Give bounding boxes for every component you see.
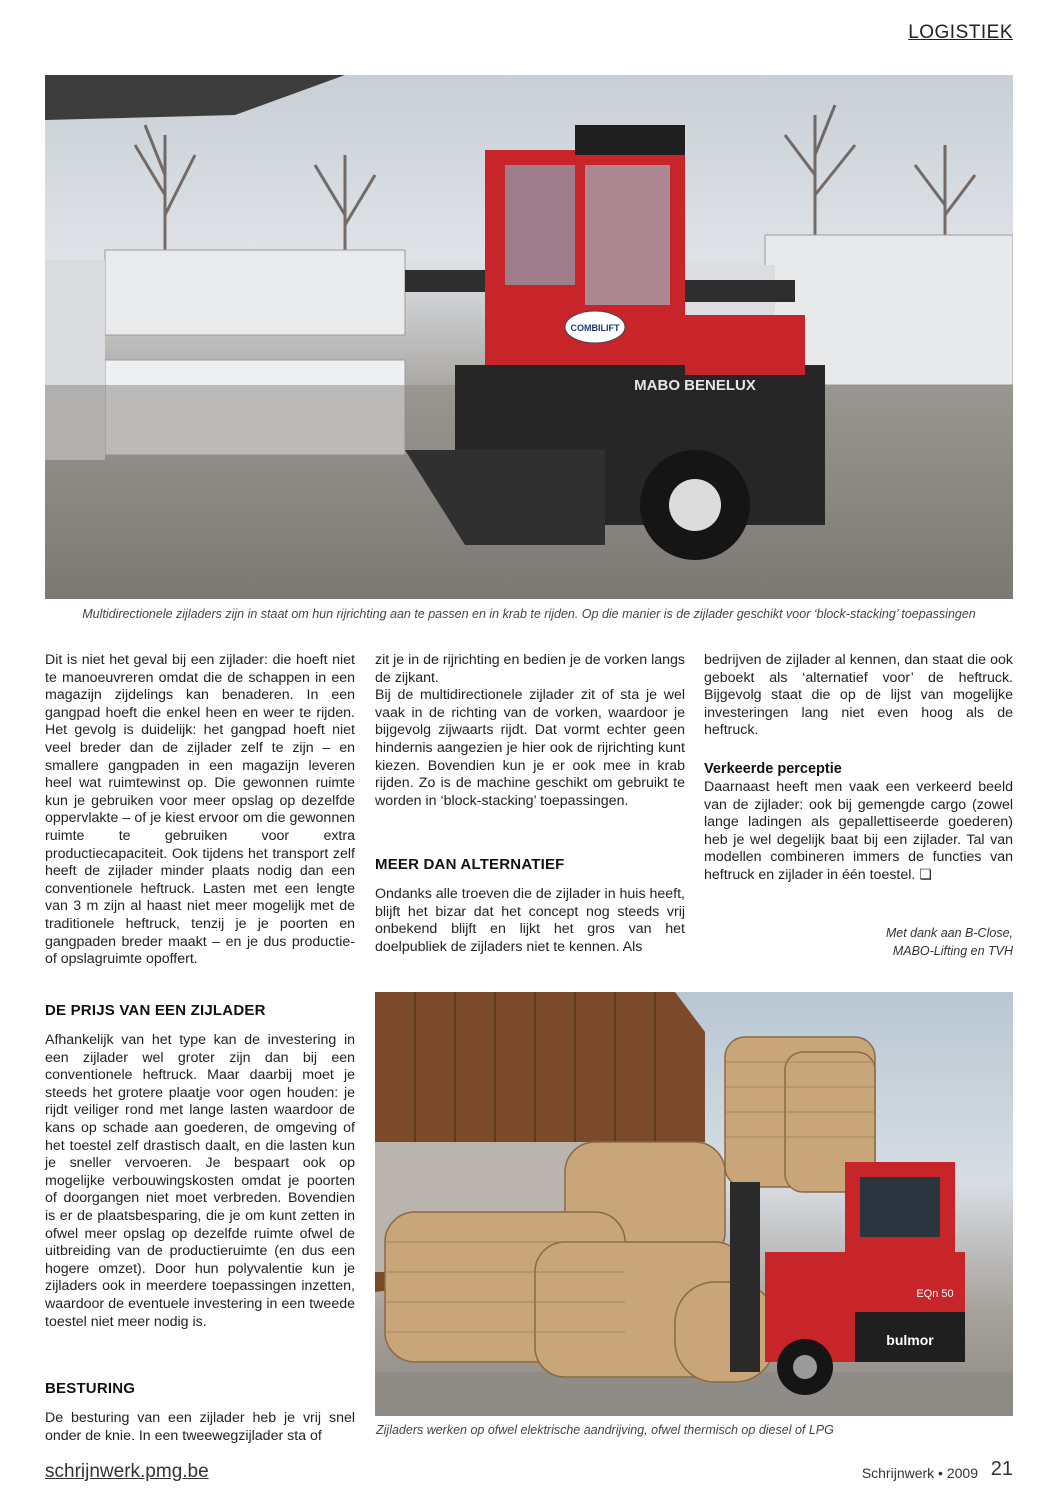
paragraph-col2-1: zit je in de rijrichting en bedien je de vorken langs de zijkant. <box>375 652 685 686</box>
timber-loader-illustration <box>375 992 1013 1416</box>
column-2-continued <box>375 886 685 956</box>
page-number: 21 <box>990 1458 1013 1480</box>
paragraph-col2-3: Ondanks alle troeven die de zijlader in huis heeft, blijft het bizar dat het concept nog steeds vrij onbekend blijft en lijkt het gros van het doelpubliek de zijladers niet te kennen. Als <box>375 886 685 955</box>
credits <box>704 924 1013 960</box>
truck-model: EQn 50 <box>916 1288 954 1300</box>
truck-brand-bulmor: bulmor <box>886 1332 934 1348</box>
truck-badge: COMBILIFT <box>570 323 620 333</box>
caption-top: Multidirectionele zijladers zijn in staat om hun rijrichting aan te passen en in krab te rijden. Op die manier is de zijlader geschikt voor ‘block-stacking’ toepassingen <box>82 607 976 621</box>
top-photo <box>45 75 1013 599</box>
paragraph-col2-2: Bij de multidirectionele zijlader zit of sta je wel vaak in de richting van de vorken, waardoor je bijgevolg zijwaarts rijdt. Dat vormt echter geen hindernis aangezien je hier ook de rijrichting kunt kiezen. Bovendien kun je er ook mee in krab rijden. Zo is de machine geschikt om gebruikt te worden in ‘block-stacking’ toepassingen. <box>375 687 685 809</box>
heading-prijs: DE PRIJS VAN EEN ZIJLADER <box>45 1002 266 1019</box>
column-3-continued <box>704 779 1013 885</box>
caption-bottom: Zijladers werken op ofwel elektrische aandrijving, ofwel thermisch op diesel of LPG <box>376 1423 834 1437</box>
column-1-besturing <box>45 1410 355 1445</box>
side-loader-illustration <box>45 75 1013 599</box>
column-2 <box>375 652 685 810</box>
subheading-verkeerde-perceptie: Verkeerde perceptie <box>704 761 842 777</box>
credit-line-2: MABO-Lifting en TVH <box>892 944 1013 958</box>
paragraph-besturing: De besturing van een zijlader heb je vrij snel onder de knie. In een tweewegzijlader sta of <box>45 1410 355 1444</box>
column-1-prijs <box>45 1032 355 1331</box>
paragraph-prijs: Afhankelijk van het type kan de investering in een zijlader wel groter zijn dan bij een conventionele heftruck. Maar daarbij moet je steeds het grotere plaatje voor ogen houden: je rijdt veiliger rond met lange lasten waardoor de kans op schade aan goederen, de omgeving of het toestel zelf drastisch daalt, en die lasten kun je sneller vervoeren. Je bespaart ook op mogelijke verbouwingskosten omdat je poorten of doorgangen niet moet verbreden. Bovendien is er de plaatsbesparing, die je om kunt zetten in ofwel meer opslag op dezelfde ruimte ofwel de uitbreiding van de productieruimte (en dus een hogere omzet). Door hun polyvalentie kun je zijladers ook in meerdere toepassingen inzetten, waardoor de eventuele investering in een tweede toestel niet meer nodig is. <box>45 1032 355 1330</box>
column-3 <box>704 652 1013 740</box>
bottom-photo <box>375 992 1013 1416</box>
paragraph-col3-1: bedrijven de zijlader al kennen, dan staat die ook geboekt als ‘alternatief voor’ de heftruck. Bijgevolg staat die op de lijst van mogelijke investeringen lang niet even hoog als de heftruck. <box>704 652 1013 739</box>
section-tag: LOGISTIEK <box>908 22 1013 43</box>
footer-issue: Schrijnwerk • 2009 <box>861 1465 978 1481</box>
heading-besturing: BESTURING <box>45 1380 136 1397</box>
footer-website-link[interactable]: schrijnwerk.pmg.be <box>45 1461 209 1482</box>
heading-meer-dan-alternatief: MEER DAN ALTERNATIEF <box>375 856 565 873</box>
paragraph-col3-2: Daarnaast heeft men vaak een verkeerd beeld van de zijlader: ook bij gemengde cargo (zowel lange ladingen als gepallettiseerde goederen) heb je wel degelijk baat bij een zijlader. Tal van modellen combineren immers de functies van heftruck en zijlader in één toestel. ❏ <box>704 779 1013 883</box>
truck-brand: MABO BENELUX <box>634 377 756 394</box>
credit-line-1: Met dank aan B-Close, <box>885 926 1013 940</box>
paragraph-intro: Dit is niet het geval bij een zijlader: die hoeft niet te manoeuvreren omdat die de schappen in een magazijn zijdelings kan benaderen. In een gangpad hoeft die enkel heen en weer te rijden. Het gevolg is duidelijk: het gangpad hoeft niet veel breder dan de zijlader zelf te zijn – en smallere gangpaden in een magazijn leveren heel wat ruimtewinst op. Die gewonnen ruimte kun je gebruiken voor meer opslag op dezelfde oppervlakte – of je kiest ervoor om die gewonnen ruimte te gebruiken voor extra productiecapaciteit. Ook tijdens het transport zelf heeft de zijlader minder plaats nodig dan een conventionele heftruck. Lasten met een lengte van 3 m zijn al haast niet meer mogelijk met de traditionele heftruck, tenzij je je poorten en gangpaden breder maakt – en je dus productie- of opslagruimte opoffert. <box>45 652 355 968</box>
column-1 <box>45 652 355 969</box>
